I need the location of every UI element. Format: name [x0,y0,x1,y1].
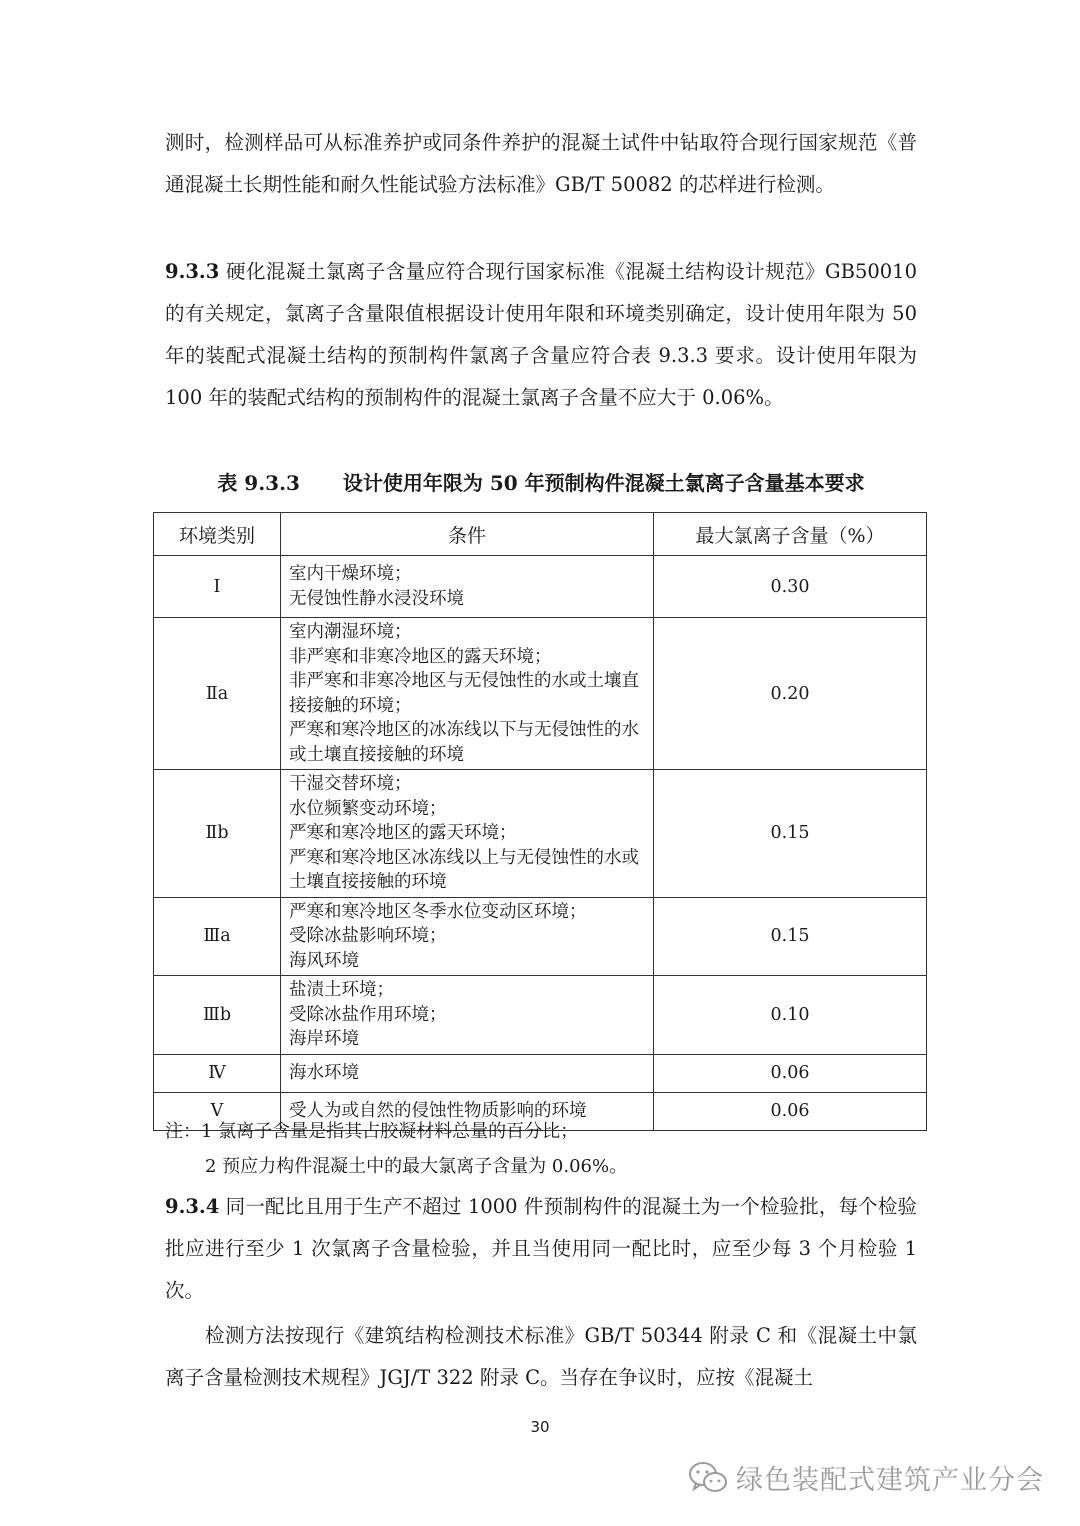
header-env: 环境类别 [154,513,281,556]
condition-line: 非严寒和非寒冷地区的露天环境； [289,646,552,667]
table-row [154,618,927,770]
condition-line: 非严寒和非寒冷地区与无侵蚀性的水或土壤直接接触的环境； [289,671,639,716]
condition-line: 无侵蚀性静水浸没环境 [289,588,464,609]
condition-line: 受除冰盐作用环境； [289,1004,447,1025]
condition-line: 严寒和寒冷地区的冰冻线以下与无侵蚀性的水或土壤直接接触的环境 [289,720,639,765]
max-chloride-cell: 0.20 [654,618,927,770]
condition-cell [281,770,654,898]
condition-cell [281,976,654,1055]
paragraph-9-3-3 [165,251,917,419]
condition-line: 严寒和寒冷地区冬季水位变动区环境； [289,901,587,922]
condition-line: 海水环境 [289,1062,359,1083]
table-note-1: 注：1 氯离子含量是指其占胶凝材料总量的百分比； [165,1121,579,1142]
condition-line: 室内潮湿环境； [289,622,412,642]
clause-number: 9.3.4 [165,1195,220,1218]
condition-line: 海风环境 [289,950,359,971]
max-chloride-cell: 0.06 [654,1054,927,1092]
env-class-cell: Ⅰ [154,556,281,618]
env-class-cell: Ⅲb [154,976,281,1055]
condition-line: 海岸环境 [289,1029,359,1049]
chloride-table [153,512,927,1131]
paragraph-test-method: 检测方法按现行《建筑结构检测技术标准》GB/T 50344 附录 C 和《混凝土中氯离子含量检测技术规程》JGJ/T 322 附录 C。当存在争议时，应按《混凝土 [165,1324,917,1389]
watermark-text: 绿色装配式建筑产业分会 [736,1465,1044,1496]
header-max: 最大氯离子含量（%） [654,513,927,556]
env-class-cell: Ⅱb [154,770,281,898]
watermark [688,1458,1044,1497]
condition-line: 受人为或自然的侵蚀性物质影响的环境 [289,1100,587,1121]
condition-line: 干湿交替环境； [289,774,412,794]
wechat-icon [688,1461,728,1495]
clause-number: 9.3.3 [165,260,220,283]
table-body [154,556,927,1131]
condition-line: 盐渍土环境； [289,980,394,1000]
condition-cell [281,897,654,976]
condition-cell [281,556,654,618]
table-caption: 设计使用年限为 50 年预制构件混凝土氯离子含量基本要求 [342,471,865,495]
table-label: 表 9.3.3 [217,471,300,495]
max-chloride-cell: 0.10 [654,976,927,1055]
table-row [154,556,927,618]
table-row [154,770,927,898]
table-header-row [154,513,927,556]
paragraph-9-3-4 [165,1186,917,1312]
env-class-cell: Ⅴ [154,1092,281,1130]
env-class-cell: Ⅲa [154,897,281,976]
env-class-cell: Ⅳ [154,1054,281,1092]
header-cond: 条件 [281,513,654,556]
clause-text: 硬化混凝土氯离子含量应符合现行国家标准《混凝土结构设计规范》GB50010 的有关规定，氯离子含量限值根据设计使用年限和环境类别确定，设计使用年限为 50 年的装配式混凝土结构的预制构件氯离子含量应符合表 9.3.3 要求。设计使用年限为 100 年的装配式结构的预制构件的混凝土氯离子含量不应大于 0.06%。 [165,260,917,409]
max-chloride-cell: 0.30 [654,556,927,618]
clause-text: 同一配比且用于生产不超过 1000 件预制构件的混凝土为一个检验批，每个检验批应进行至少 1 次氯离子含量检验，并且当使用同一配比时，应至少每 3 个月检验 1 次。 [165,1195,917,1302]
condition-line: 严寒和寒冷地区冰冻线以上与无侵蚀性的水或土壤直接接触的环境 [289,847,639,892]
paragraph-continued: 测时，检测样品可从标准养护或同条件养护的混凝土试件中钻取符合现行国家规范《普通混凝土长期性能和耐久性能试验方法标准》GB/T 50082 的芯样进行检测。 [165,131,917,196]
condition-cell [281,1054,654,1092]
max-chloride-cell: 0.06 [654,1092,927,1130]
condition-line: 受除冰盐影响环境； [289,926,447,946]
table-row [154,1054,927,1092]
page-number: 30 [530,1418,550,1436]
table-row [154,976,927,1055]
table-note-2: 2 预应力构件混凝土中的最大氯离子含量为 0.06%。 [205,1156,628,1177]
env-class-cell: Ⅱa [154,618,281,770]
max-chloride-cell: 0.15 [654,770,927,898]
max-chloride-cell: 0.15 [654,897,927,976]
table-row [154,897,927,976]
condition-line: 水位频繁变动环境； [289,798,447,819]
table-title [165,465,917,501]
condition-line: 室内干燥环境； [289,564,412,584]
condition-cell [281,618,654,770]
condition-line: 严寒和寒冷地区的露天环境； [289,823,517,843]
